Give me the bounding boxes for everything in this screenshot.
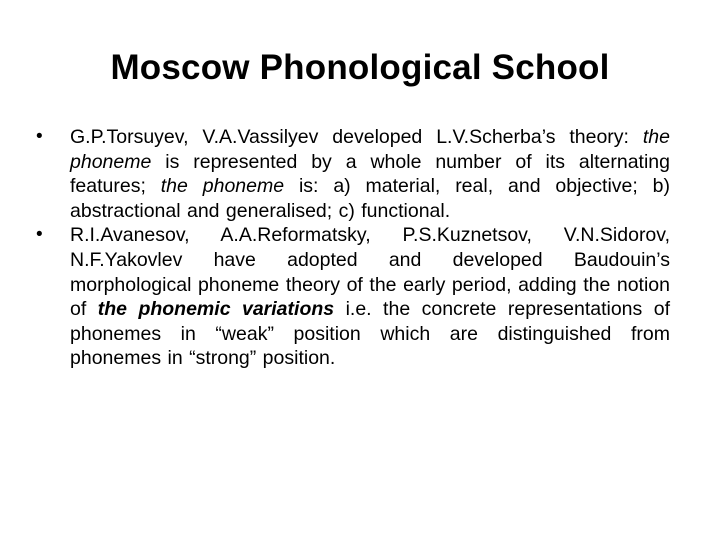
emphasized-term: the phoneme <box>160 175 285 198</box>
emphasized-term: the phoneme <box>70 126 670 173</box>
slide-title: Moscow Phonological School <box>110 48 610 87</box>
bullet-marker: • <box>36 126 43 147</box>
bullet-text: is: a) material, real, and objective; b) abstractional and generalised; c) functional. <box>70 175 671 222</box>
bullet-text: i.e. the concrete representations of phonemes in “weak” position which are distinguished from phonemes in “strong” position. <box>70 298 670 370</box>
bullet-text: G.P.Torsuyev, V.A.Vassilyev developed L.V.Scherba’s theory: <box>70 126 643 148</box>
bullet-item-avanesov <box>36 223 670 371</box>
bullet-text: is represented by a whole number of its alternating features; <box>70 150 670 198</box>
bullet-item-torsuyev <box>36 125 670 223</box>
bullet-text: R.I.Avanesov, A.A.Reformatsky, P.S.Kuznetsov, V.N.Sidorov, N.F.Yakovlev have adopted and developed Baudouin’s morphological phoneme theory of the early period, adding the notion of <box>70 224 670 321</box>
bullet-list <box>36 125 670 371</box>
emphasized-term: the phonemic variations <box>97 298 335 321</box>
bullet-marker: • <box>36 224 43 246</box>
